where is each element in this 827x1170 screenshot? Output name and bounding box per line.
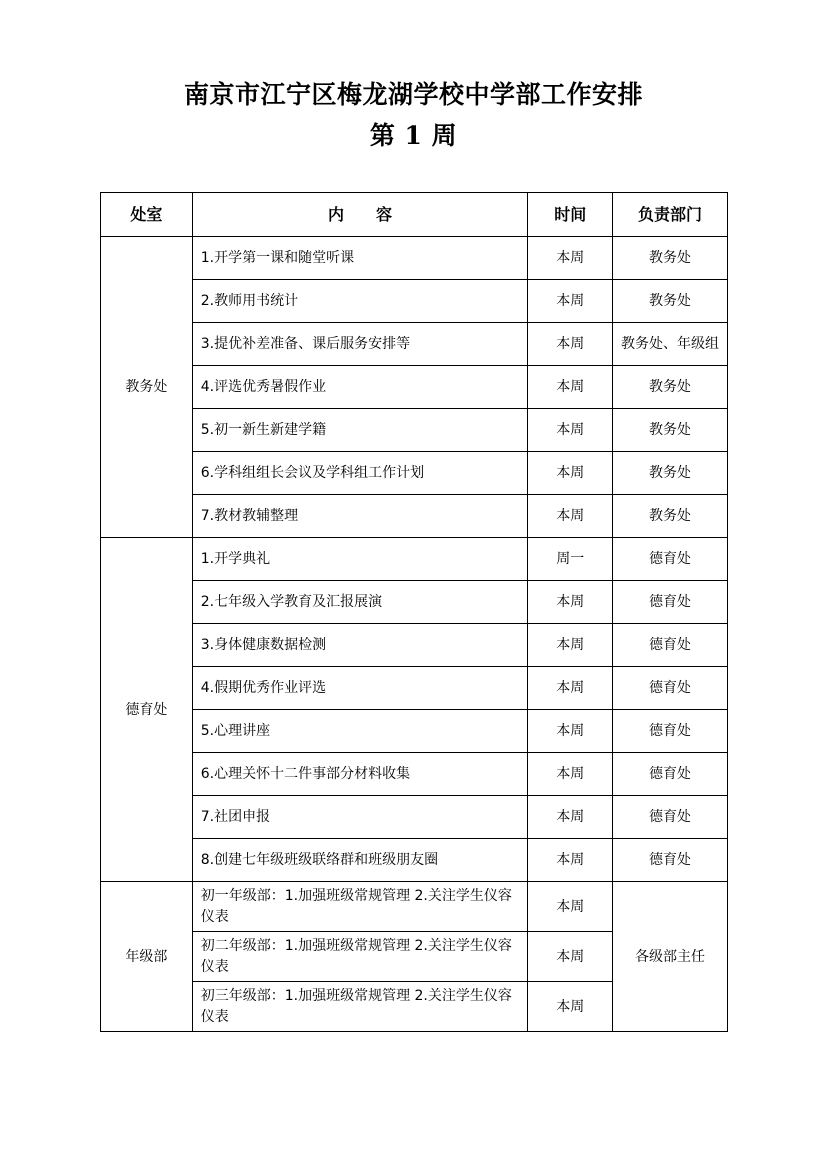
header-office: 处室 [101, 193, 193, 237]
table-row [101, 366, 728, 409]
task-dept-grade-heads: 各级部主任 [613, 882, 728, 1032]
task-content: 3.身体健康数据检测 [192, 624, 528, 667]
task-content: 初一年级部：1.加强班级常规管理 2.关注学生仪容仪表 [192, 882, 528, 932]
task-dept: 德育处 [613, 624, 728, 667]
task-time: 本周 [528, 237, 613, 280]
table-row [101, 581, 728, 624]
task-time: 本周 [528, 581, 613, 624]
table-row [101, 667, 728, 710]
table-row [101, 538, 728, 581]
task-time: 本周 [528, 982, 613, 1032]
task-dept: 教务处 [613, 452, 728, 495]
task-time: 本周 [528, 409, 613, 452]
table-row [101, 796, 728, 839]
work-schedule-table [100, 192, 728, 1032]
task-content: 初三年级部：1.加强班级常规管理 2.关注学生仪容仪表 [192, 982, 528, 1032]
task-content: 1.开学第一课和随堂听课 [192, 237, 528, 280]
task-content: 4.评选优秀暑假作业 [192, 366, 528, 409]
task-content: 6.心理关怀十二件事部分材料收集 [192, 753, 528, 796]
task-time: 本周 [528, 323, 613, 366]
task-content: 7.教材教辅整理 [192, 495, 528, 538]
table-row [101, 409, 728, 452]
task-dept: 德育处 [613, 667, 728, 710]
task-time: 本周 [528, 932, 613, 982]
task-dept: 德育处 [613, 581, 728, 624]
task-dept: 教务处、年级组 [613, 323, 728, 366]
task-content: 6.学科组组长会议及学科组工作计划 [192, 452, 528, 495]
task-content: 5.心理讲座 [192, 710, 528, 753]
task-dept: 教务处 [613, 237, 728, 280]
task-content: 5.初一新生新建学籍 [192, 409, 528, 452]
week-subtitle: 第 1 周 [369, 121, 458, 150]
task-content: 4.假期优秀作业评选 [192, 667, 528, 710]
office-grade-department: 年级部 [101, 882, 193, 1032]
task-content: 1.开学典礼 [192, 538, 528, 581]
table-row [101, 624, 728, 667]
task-content: 8.创建七年级班级联络群和班级朋友圈 [192, 839, 528, 882]
task-time: 本周 [528, 452, 613, 495]
task-time: 本周 [528, 753, 613, 796]
table-row [101, 495, 728, 538]
document-title: 南京市江宁区梅龙湖学校中学部工作安排 [183, 80, 643, 109]
table-row [101, 839, 728, 882]
office-moral-education: 德育处 [101, 538, 193, 882]
task-content: 2.七年级入学教育及汇报展演 [192, 581, 528, 624]
header-content: 内 容 [192, 193, 528, 237]
header-time: 时间 [528, 193, 613, 237]
task-content: 2.教师用书统计 [192, 280, 528, 323]
task-dept: 德育处 [613, 796, 728, 839]
table-row [101, 452, 728, 495]
table-row [101, 882, 728, 932]
table-row [101, 710, 728, 753]
table-row [101, 280, 728, 323]
header-dept: 负责部门 [613, 193, 728, 237]
task-dept: 教务处 [613, 280, 728, 323]
task-time: 本周 [528, 280, 613, 323]
task-dept: 德育处 [613, 753, 728, 796]
task-dept: 德育处 [613, 710, 728, 753]
task-content: 3.提优补差准备、课后服务安排等 [192, 323, 528, 366]
task-time: 本周 [528, 495, 613, 538]
task-time: 本周 [528, 366, 613, 409]
table-row [101, 237, 728, 280]
task-dept: 教务处 [613, 409, 728, 452]
task-time: 本周 [528, 882, 613, 932]
task-dept: 德育处 [613, 538, 728, 581]
task-time: 本周 [528, 667, 613, 710]
task-time: 本周 [528, 624, 613, 667]
task-content: 初二年级部：1.加强班级常规管理 2.关注学生仪容仪表 [192, 932, 528, 982]
task-content: 7.社团申报 [192, 796, 528, 839]
table-row [101, 753, 728, 796]
task-dept: 教务处 [613, 366, 728, 409]
task-time: 本周 [528, 796, 613, 839]
task-time: 本周 [528, 839, 613, 882]
task-time: 本周 [528, 710, 613, 753]
office-academic: 教务处 [101, 237, 193, 538]
task-dept: 德育处 [613, 839, 728, 882]
task-dept: 教务处 [613, 495, 728, 538]
task-time: 周一 [528, 538, 613, 581]
table-row [101, 323, 728, 366]
table-header-row [101, 193, 728, 237]
